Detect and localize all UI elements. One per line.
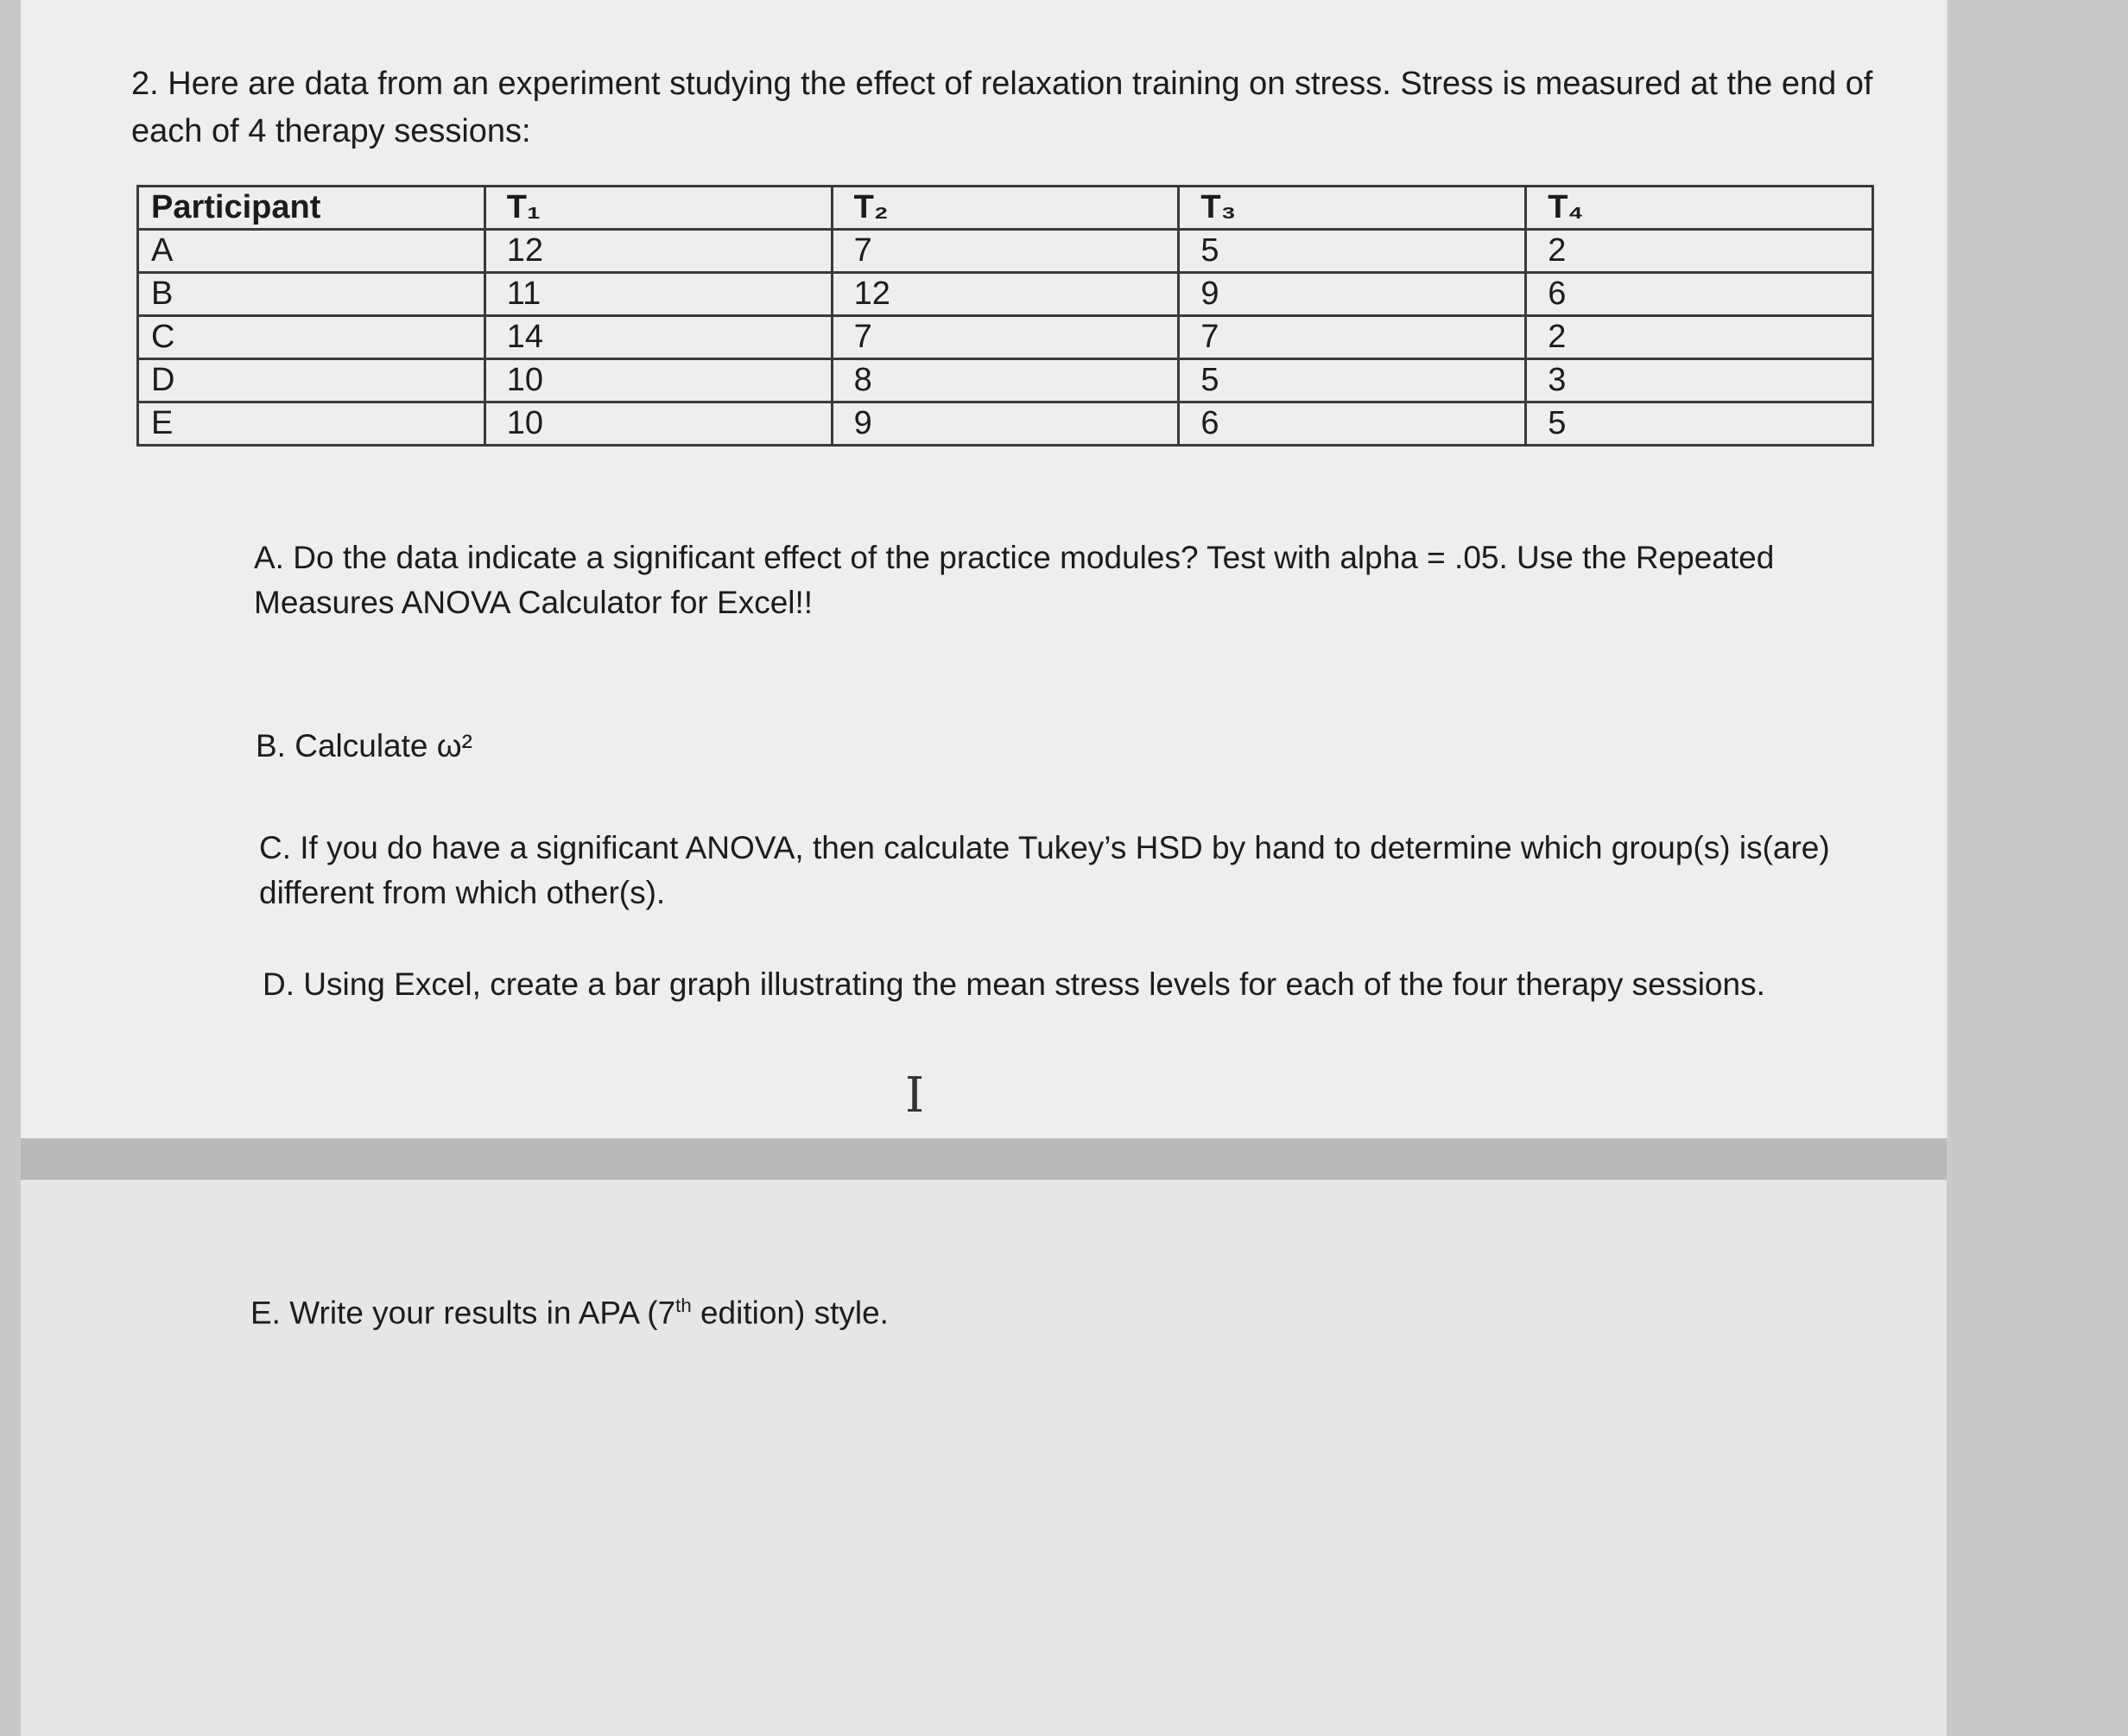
header-t4: T₄	[1526, 187, 1873, 230]
text-cursor-icon: I	[905, 1068, 925, 1124]
question-a: A. Do the data indicate a significant effect of the practice modules? Test with alpha = .05. Use the Repeated Measures ANOVA Calculator for Excel!!	[254, 540, 1775, 620]
header-t3: T₃	[1179, 187, 1526, 230]
table-row	[138, 402, 1873, 446]
score-cell: 7	[1179, 316, 1526, 359]
question-e-prefix: E. Write your results in APA (7	[250, 1295, 676, 1331]
score-cell: 5	[1179, 230, 1526, 273]
score-cell: 9	[1179, 273, 1526, 316]
question-e-superscript: th	[675, 1295, 692, 1316]
table-row	[138, 316, 1873, 359]
table-row	[138, 359, 1873, 402]
table-row	[138, 230, 1873, 273]
score-cell: 12	[832, 273, 1179, 316]
score-cell: 14	[484, 316, 832, 359]
participant-cell: E	[138, 402, 485, 446]
question-c: C. If you do have a significant ANOVA, then calculate Tukey’s HSD by hand to determine which group(s) is(are) different from which other(s).	[259, 830, 1830, 910]
participant-cell: C	[138, 316, 485, 359]
participant-cell: A	[138, 230, 485, 273]
score-cell: 7	[832, 230, 1179, 273]
document-page-1	[21, 0, 1948, 1138]
page-divider	[21, 1138, 1947, 1180]
score-cell: 6	[1179, 402, 1526, 446]
score-cell: 10	[484, 402, 832, 446]
stress-data-table	[136, 185, 1874, 447]
score-cell: 3	[1526, 359, 1873, 402]
score-cell: 5	[1179, 359, 1526, 402]
score-cell: 8	[832, 359, 1179, 402]
score-cell: 11	[484, 273, 832, 316]
score-cell: 6	[1526, 273, 1873, 316]
table-row	[138, 273, 1873, 316]
score-cell: 2	[1526, 230, 1873, 273]
problem-intro: 2. Here are data from an experiment studying the effect of relaxation training on stress. Stress is measured at the end of each of 4 therapy sessions:	[131, 66, 1873, 149]
question-b: B. Calculate ω²	[256, 728, 472, 763]
score-cell: 7	[832, 316, 1179, 359]
score-cell: 2	[1526, 316, 1873, 359]
header-participant: Participant	[138, 187, 485, 230]
question-d: D. Using Excel, create a bar graph illustrating the mean stress levels for each of the four therapy sessions.	[263, 966, 1765, 1002]
document-page-2[interactable]	[21, 1180, 1947, 1736]
score-cell: 5	[1526, 402, 1873, 446]
score-cell: 9	[832, 402, 1179, 446]
score-cell: 12	[484, 230, 832, 273]
header-t2: T₂	[832, 187, 1179, 230]
score-cell: 10	[484, 359, 832, 402]
participant-cell: D	[138, 359, 485, 402]
question-e-suffix: edition) style.	[691, 1295, 889, 1331]
question-e	[250, 1283, 1546, 1335]
header-t1: T₁	[484, 187, 832, 230]
participant-cell: B	[138, 273, 485, 316]
table-header-row	[138, 187, 1873, 230]
